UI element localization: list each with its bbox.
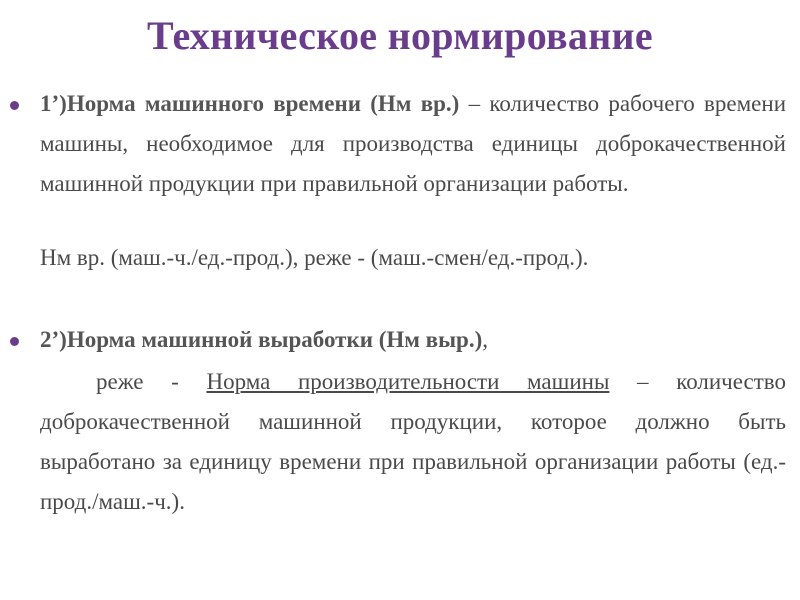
slide-title: Техническое нормирование bbox=[147, 13, 653, 58]
item-1-heading: 1’)Норма машинного времени (Нм вр.) bbox=[40, 91, 460, 116]
item-1-paragraph bbox=[40, 84, 786, 204]
bullet-icon bbox=[10, 101, 26, 111]
item-2-text: – количество доброкачественной машинной продукции, которое должно быть выработано за единицу времени при правильной организации работы (ед.-прод./маш.-ч.). bbox=[40, 369, 786, 514]
item-1-text: – количество рабочего времени машины, необходимое для производства единицы доброкачественной машинной продукции при правильной организации работы. bbox=[40, 91, 786, 196]
item-1-units-text: Нм вр. (маш.-ч./ед.-прод.), реже - (маш.-смен/ед.-прод.). bbox=[40, 245, 589, 270]
item-2-heading-suffix: , bbox=[482, 327, 489, 352]
item-2-paragraph bbox=[40, 362, 786, 522]
item-2-heading-line bbox=[40, 320, 786, 360]
item-2-link[interactable]: Норма производительности машины bbox=[206, 369, 610, 394]
item-2-prefix: реже - bbox=[96, 369, 207, 394]
bullet-icon bbox=[10, 337, 26, 347]
item-2-heading: 2’)Норма машинной выработки (Нм выр.) bbox=[40, 327, 483, 352]
item-1-units-line bbox=[40, 238, 786, 278]
